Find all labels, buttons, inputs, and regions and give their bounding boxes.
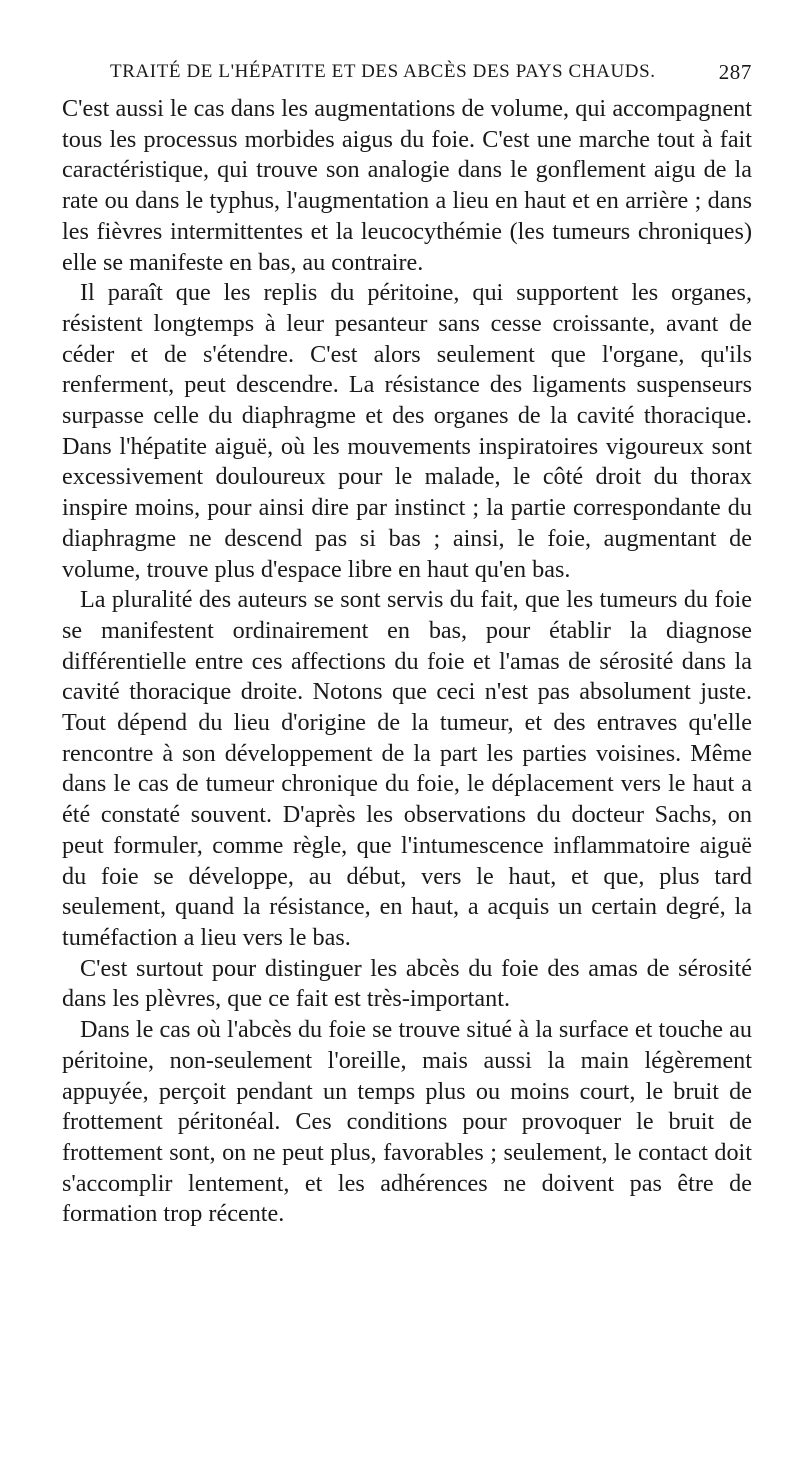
running-title: TRAITÉ DE L'HÉPATITE ET DES ABCÈS DES PAYS CHAUDS. [110,61,656,82]
paragraph-5: Dans le cas où l'abcès du foie se trouve situé à la surface et touche au péritoine, non-seulement l'oreille, mais aussi la main légèrement appuyée, perçoit pendant un temps plus ou moins court, le bruit de frottement péritonéal. Ces conditions pour provoquer le bruit de frottement sont, on ne peut plus, favorables ; seulement, le contact doit s'accomplir lentement, et les adhérences ne doivent pas être de formation trop récente. [62,1016,752,1228]
paragraph-1: C'est aussi le cas dans les augmentations de volume, qui accompagnent tous les processus morbides aigus du foie. C'est une marche tout à fait caractéristique, qui trouve son analogie dans le gonflement aigu de la rate ou dans le typhus, l'augmentation a lieu en haut et en arrière ; dans les fièvres intermittentes et la leucocythémie (les tumeurs chroniques) elle se manifeste en bas, au contraire. [62,95,752,276]
running-header [62,52,752,92]
paragraph-3: La pluralité des auteurs se sont servis du fait, que les tumeurs du foie se manifestent ordinairement en bas, pour établir la diagnose différentielle entre ces affections du foie et l'amas de sérosité dans la cavité thoracique droite. Notons que ceci n'est pas absolument juste. Tout dépend du lieu d'origine de la tumeur, et des entraves qu'elle rencontre à son développement de la part les parties voisines. Même dans le cas de tumeur chronique du foie, le déplacement vers le haut a été constaté souvent. D'après les observations du docteur Sachs, on peut formuler, comme règle, que l'intumescence inflammatoire aiguë du foie se développe, au début, vers le haut, et que, plus tard seulement, quand la résistance, en haut, a acquis un certain degré, la tuméfaction a lieu vers le bas. [62,586,752,951]
paragraph-2: Il paraît que les replis du péritoine, qui supportent les organes, résistent longtemps à leur pesanteur sans cesse croissante, avant de céder et de s'étendre. C'est alors seulement que l'organe, qu'ils renferment, peut descendre. La résistance des ligaments suspenseurs surpasse celle du diaphragme et des organes de la cavité thoracique. Dans l'hépatite aiguë, où les mouvements inspiratoires vigoureux sont excessivement douloureux pour le malade, le côté droit du thorax inspire moins, pour ainsi dire par instinct ; la partie correspondante du diaphragme ne descend pas si bas ; ainsi, le foie, augmentant de volume, trouve plus d'espace libre en haut qu'en bas. [62,279,752,583]
body-text [62,94,752,1230]
page-number: 287 [718,60,752,84]
paragraph-4: C'est surtout pour distinguer les abcès du foie des amas de sérosité dans les plèvres, que ce fait est très-important. [62,954,752,1013]
